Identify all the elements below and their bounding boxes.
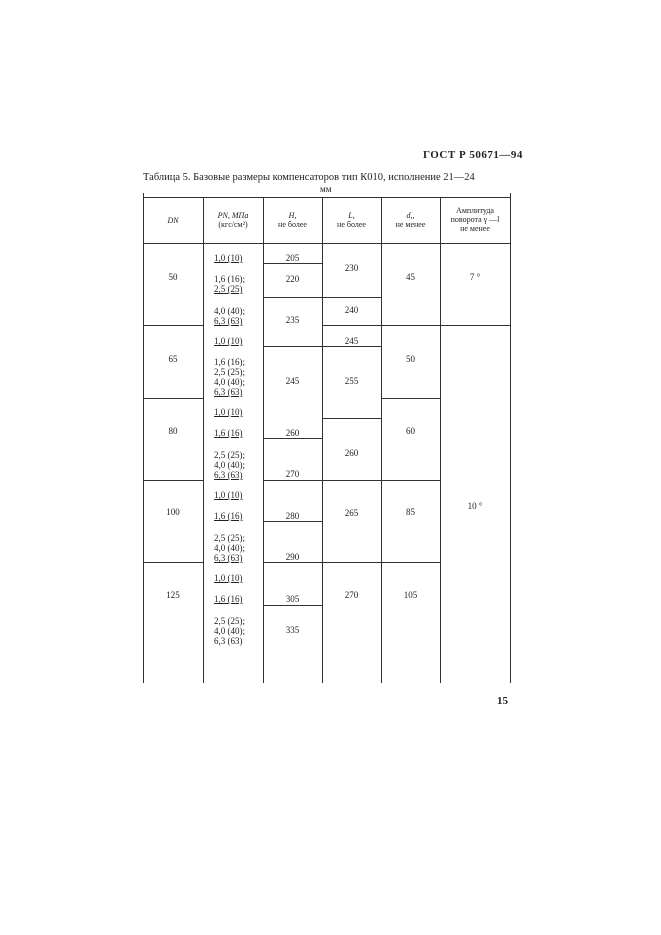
- l-value: 245: [344, 336, 359, 346]
- l-value: 255: [344, 376, 359, 386]
- pn-group: [214, 274, 245, 294]
- col-border-2: [263, 197, 264, 683]
- h-sep: [263, 562, 322, 563]
- pn-group: [214, 450, 245, 480]
- pn-group: [214, 407, 243, 417]
- col-header-d-line: d,,: [406, 211, 415, 220]
- pn-group: [214, 357, 245, 397]
- d-sep: [381, 325, 440, 326]
- d-value: 45: [406, 272, 415, 282]
- l-sep: [322, 480, 381, 481]
- dn-value: 50: [168, 272, 178, 282]
- pn-line: 1,0 (10): [214, 336, 243, 346]
- pn-line: 1,6 (16): [214, 594, 243, 604]
- pn-group: [214, 616, 245, 646]
- pn-line: 6,3 (63): [214, 470, 243, 480]
- pn-line: 1,6 (16);: [214, 357, 245, 367]
- h-sep: [263, 263, 322, 264]
- col-header-pn: [203, 211, 263, 229]
- col-border-6: [510, 193, 511, 683]
- pn-group: [214, 533, 245, 563]
- h-sep: [263, 605, 322, 606]
- d-value: 60: [406, 426, 415, 436]
- h-sep: [263, 480, 322, 481]
- pn-group: [214, 428, 243, 438]
- col-header-l-line: не более: [337, 220, 366, 229]
- pn-group: [214, 336, 243, 346]
- col-header-pn-line: (кгс/см²): [218, 220, 248, 229]
- pn-line: 2,5 (25);: [214, 367, 245, 377]
- col-border-4: [381, 197, 382, 683]
- col-header-amplitude: [440, 206, 510, 233]
- amplitude-value: 10 °: [467, 501, 483, 511]
- col-border-0: [143, 193, 144, 683]
- col-header-amp-line: поворота γ —l: [450, 215, 500, 224]
- dn-value: 65: [168, 354, 178, 364]
- col-header-h: [263, 211, 322, 229]
- h-value: 280: [285, 511, 300, 521]
- l-sep: [322, 297, 381, 298]
- col-header-d: [381, 211, 440, 229]
- pn-line: 1,6 (16);: [214, 274, 245, 284]
- l-value: 240: [344, 305, 359, 315]
- l-value: 265: [344, 508, 359, 518]
- pn-line: 1,0 (10): [214, 253, 243, 263]
- col-header-d-line: не менее: [395, 220, 426, 229]
- dn-sep: [143, 562, 203, 563]
- h-sep: [263, 297, 322, 298]
- h-sep: [263, 521, 322, 522]
- col-header-h-line: не более: [278, 220, 307, 229]
- col-header-amp-line: не менее: [460, 224, 490, 233]
- pn-line: 6,3 (63): [214, 316, 243, 326]
- amp-sep: [440, 325, 510, 326]
- pn-line: 4,0 (40);: [214, 460, 245, 470]
- pn-line: 6,3 (63): [214, 636, 243, 646]
- pn-group: [214, 594, 243, 604]
- col-header-l: [322, 211, 381, 229]
- pn-line: 4,0 (40);: [214, 377, 245, 387]
- d-value: 50: [406, 354, 415, 364]
- col-border-5: [440, 197, 441, 683]
- h-value: 245: [285, 376, 300, 386]
- l-sep: [322, 346, 381, 347]
- l-sep: [322, 562, 381, 563]
- pn-line: 4,0 (40);: [214, 543, 245, 553]
- d-sep: [381, 398, 440, 399]
- pn-group: [214, 306, 245, 326]
- col-border-1: [203, 197, 204, 683]
- pn-line: 2,5 (25);: [214, 533, 245, 543]
- pn-line: 1,0 (10): [214, 407, 243, 417]
- pn-line: 1,6 (16): [214, 511, 243, 521]
- standard-header: ГОСТ Р 50671—94: [423, 149, 523, 161]
- d-value: 105: [403, 590, 418, 600]
- h-value: 205: [285, 253, 300, 263]
- l-value: 270: [344, 590, 359, 600]
- pn-line: 1,0 (10): [214, 573, 243, 583]
- h-sep: [263, 346, 322, 347]
- dn-value: 125: [166, 590, 180, 600]
- header-bottom-border: [143, 243, 511, 244]
- h-value: 260: [285, 428, 300, 438]
- dn-value: 100: [166, 507, 180, 517]
- l-sep: [322, 325, 381, 326]
- l-value: 260: [344, 448, 359, 458]
- h-value: 290: [285, 552, 300, 562]
- table-caption: Таблица 5. Базовые размеры компенсаторов тип К010, исполнение 21—24: [143, 172, 475, 183]
- pn-line: 4,0 (40);: [214, 626, 245, 636]
- pn-group: [214, 573, 243, 583]
- page-number: 15: [497, 695, 508, 707]
- col-header-amp-line: Амплитуда: [456, 206, 494, 215]
- amplitude-value: 7 °: [469, 272, 481, 282]
- pn-line: 1,0 (10): [214, 490, 243, 500]
- col-header-l-line: L,: [348, 211, 355, 220]
- l-value: 230: [344, 263, 359, 273]
- h-value: 335: [285, 625, 300, 635]
- d-value: 85: [406, 507, 415, 517]
- dn-sep: [143, 398, 203, 399]
- h-value: 305: [285, 594, 300, 604]
- l-sep: [322, 418, 381, 419]
- col-header-h-line: H,: [288, 211, 297, 220]
- col-header-pn-line: PN, МПа: [217, 211, 249, 220]
- pn-line: 2,5 (25): [214, 284, 243, 294]
- h-value: 235: [285, 315, 300, 325]
- h-sep: [263, 438, 322, 439]
- d-sep: [381, 562, 440, 563]
- h-value: 220: [285, 274, 300, 284]
- pn-line: 2,5 (25);: [214, 616, 245, 626]
- pn-group: [214, 511, 243, 521]
- pn-group: [214, 490, 243, 500]
- pn-line: 6,3 (63): [214, 387, 243, 397]
- pn-line: 1,6 (16): [214, 428, 243, 438]
- table-unit: мм: [320, 184, 332, 194]
- h-value: 270: [285, 469, 300, 479]
- dn-sep: [143, 325, 203, 326]
- pn-group: [214, 253, 243, 263]
- table-top-border: [143, 197, 511, 198]
- dn-sep: [143, 480, 203, 481]
- pn-line: 6,3 (63): [214, 553, 243, 563]
- pn-line: 4,0 (40);: [214, 306, 245, 316]
- col-header-dn: DN: [167, 216, 179, 225]
- dn-value: 80: [168, 426, 178, 436]
- pn-line: 2,5 (25);: [214, 450, 245, 460]
- d-sep: [381, 480, 440, 481]
